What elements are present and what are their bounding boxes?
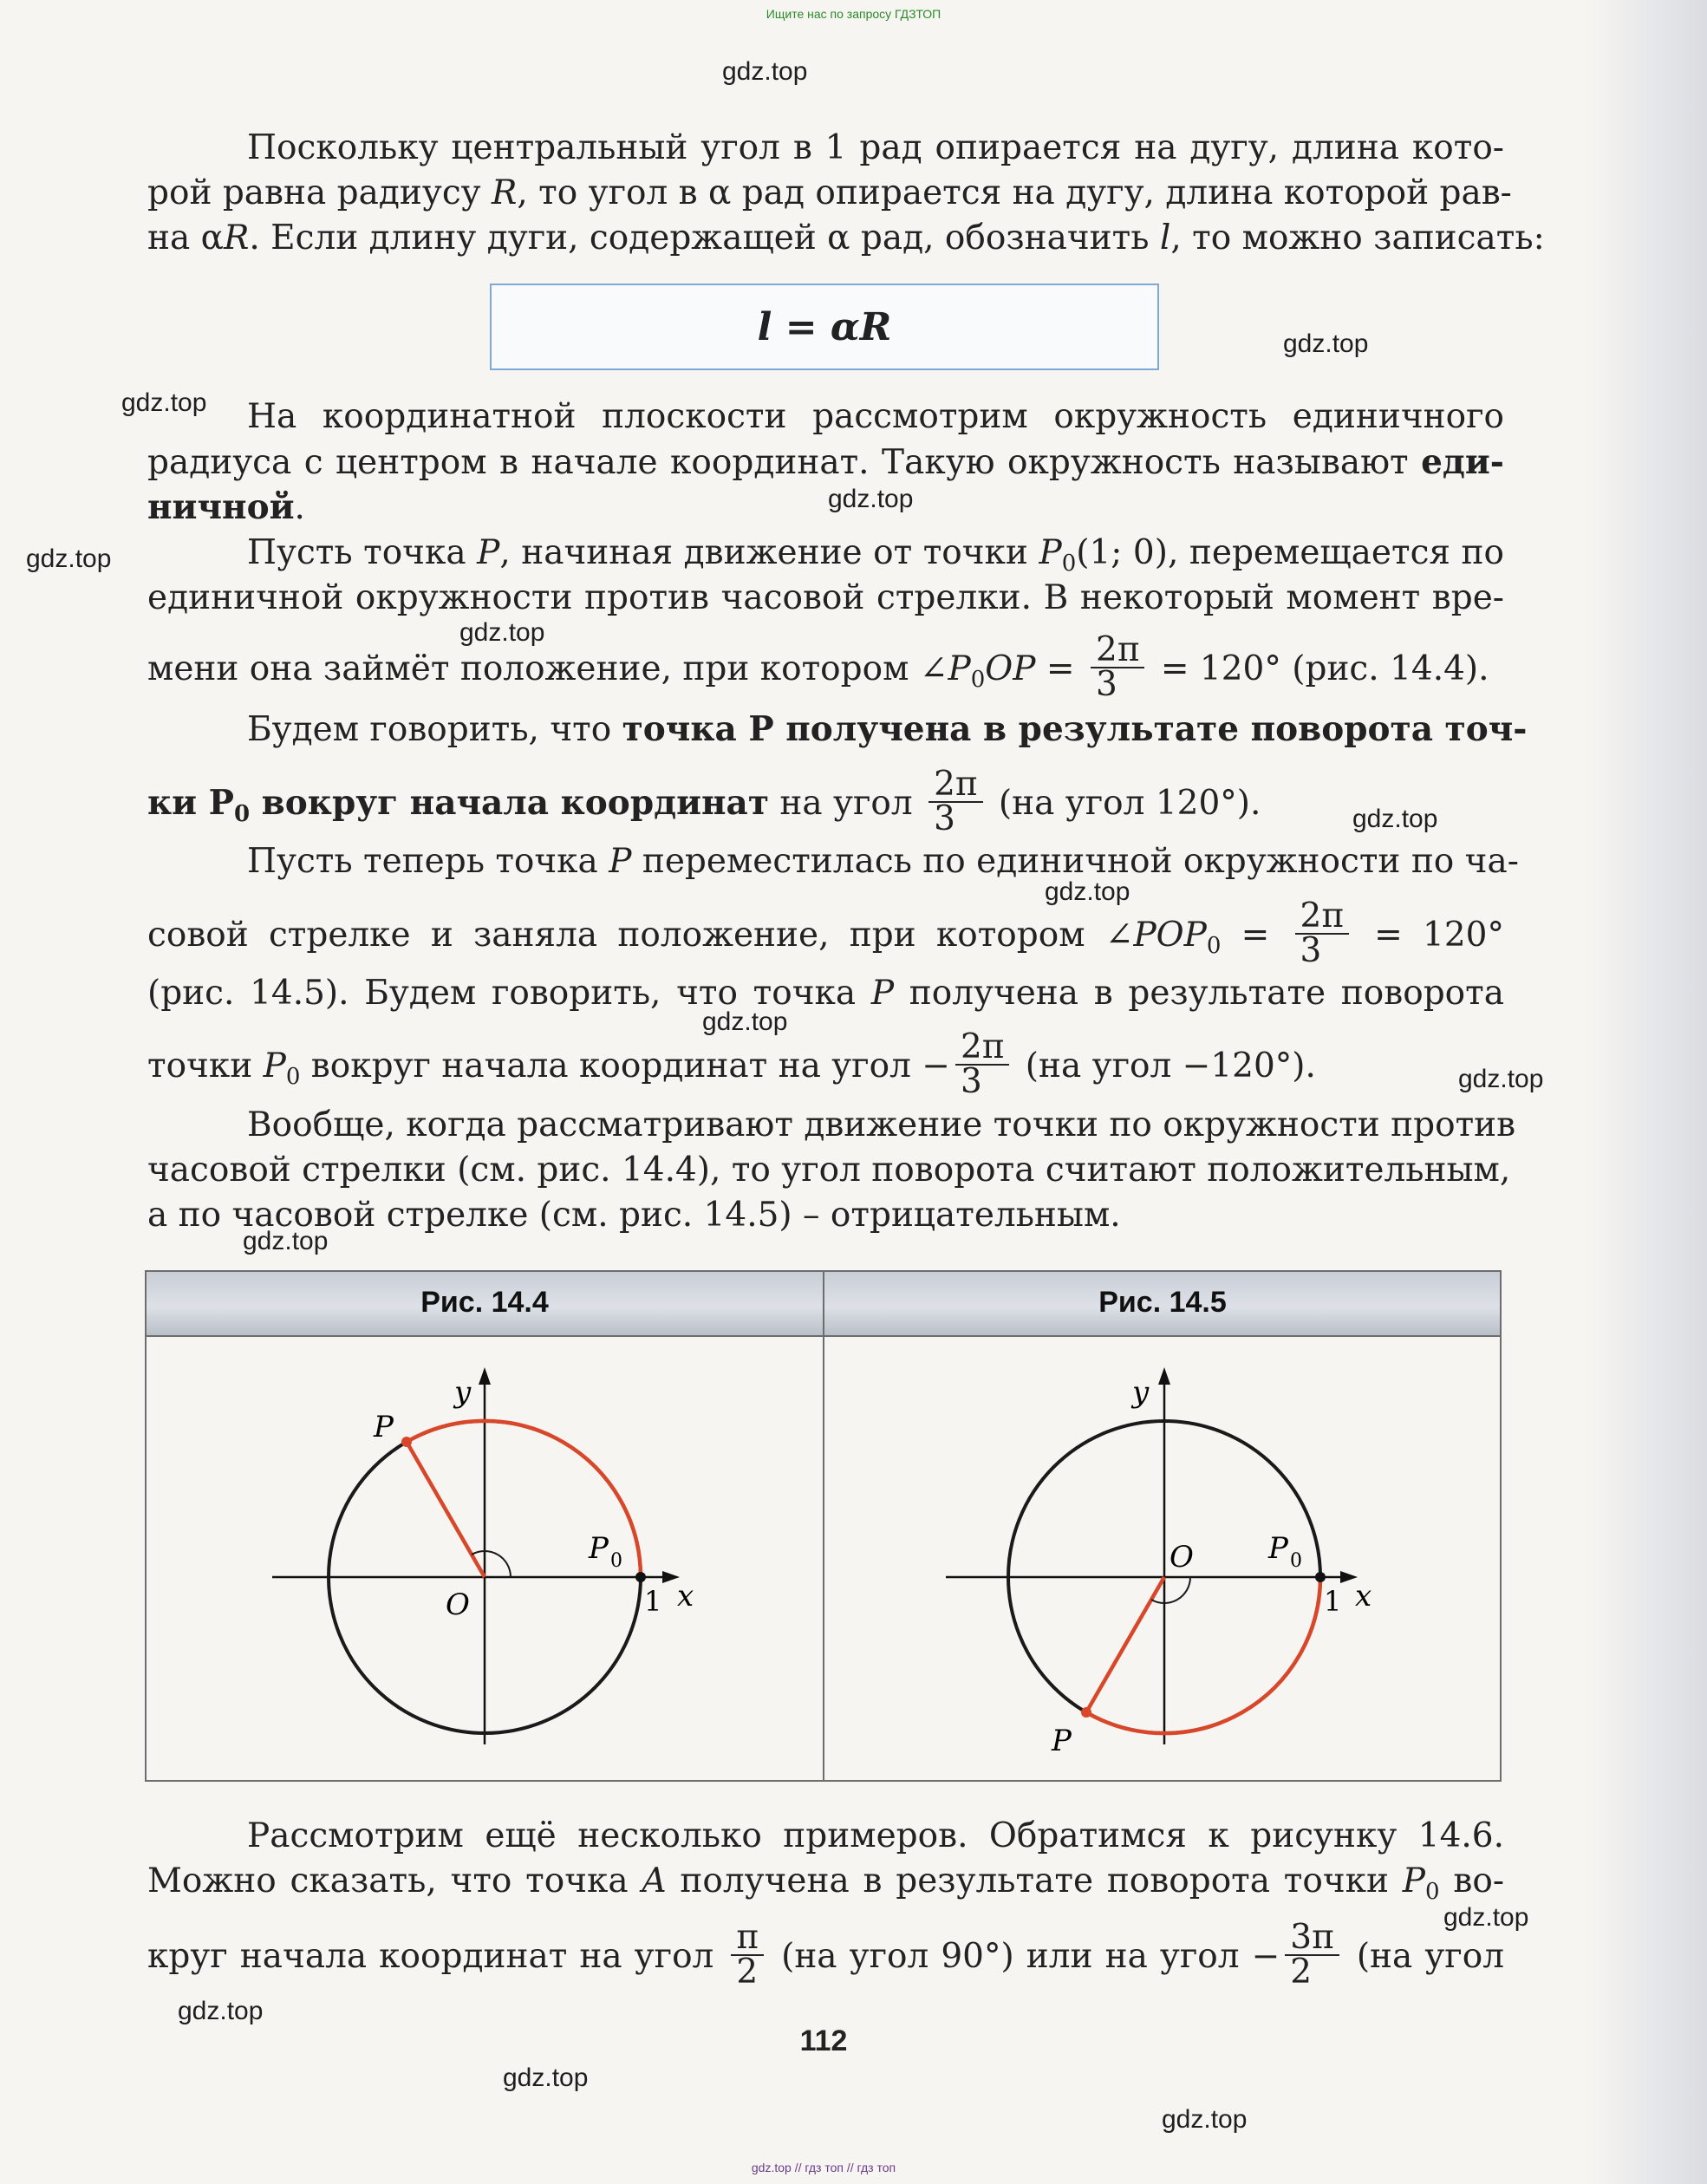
label-y: y	[1132, 1375, 1150, 1410]
watermark: gdz.top	[26, 544, 112, 573]
watermark: gdz.top	[459, 618, 545, 647]
footer-note: gdz.top // гдз топ // гдз топ	[751, 2161, 896, 2174]
watermark: gdz.top	[243, 1227, 329, 1255]
point-P0	[635, 1572, 646, 1582]
label-O: O	[1169, 1540, 1194, 1574]
label-P: P	[1052, 1724, 1072, 1758]
label-1: 1	[644, 1585, 662, 1618]
text-line: Поскольку центральный угол в 1 рад опирается на дугу, длина кото-	[247, 128, 1504, 167]
watermark: gdz.top	[121, 388, 207, 417]
text-line: Пусть теперь точка P переместилась по единичной окружности по ча-	[247, 842, 1519, 881]
text-line: Рассмотрим ещё несколько примеров. Обратимся к рисунку 14.6.	[247, 1816, 1504, 1855]
figure-title-14-4: Рис. 14.4	[420, 1286, 549, 1319]
header-note: Ищите нас по запросу ГДЗТОП	[766, 7, 941, 21]
watermark: gdz.top	[702, 1007, 788, 1036]
text-line: (рис. 14.5). Будем говорить, что точка P получена в результате поворота	[147, 974, 1504, 1013]
text-line: единичной окружности против часовой стрелки. В некоторый момент вре-	[147, 578, 1504, 617]
point-P	[401, 1437, 412, 1447]
label-1: 1	[1324, 1585, 1342, 1618]
watermark: gdz.top	[1352, 805, 1438, 833]
label-x: x	[677, 1579, 694, 1614]
point-P0	[1315, 1572, 1326, 1582]
text-line: на αR. Если длину дуги, содержащей α рад, обозначить l, то можно записать:	[147, 218, 1545, 258]
y-axis-arrow	[479, 1367, 491, 1385]
text-line: мени она займёт положение, при котором $\angle P_0OP$ = $\frac{2\pi}{3}$ = 120° (рис. 14.4).	[147, 630, 1489, 704]
formula-box	[490, 284, 1159, 370]
label-P0: P	[589, 1531, 609, 1566]
fraction: $\frac{2\pi}{3}$	[955, 1031, 1009, 1099]
figure-title-14-5: Рис. 14.5	[1098, 1286, 1227, 1319]
label-P: P	[374, 1410, 394, 1444]
watermark: gdz.top	[828, 485, 914, 513]
figures-table	[145, 1270, 1502, 1782]
y-axis-arrow	[1158, 1367, 1170, 1385]
page-number: 112	[799, 2024, 848, 2057]
fraction: $\frac{2\pi}{3}$	[928, 768, 982, 836]
text-line: На координатной плоскости рассмотрим окружность единичного	[247, 397, 1504, 436]
fraction: $\frac{3\pi}{2}$	[1285, 1921, 1339, 1989]
text-line: радиуса с центром в начале координат. Такую окружность называют еди-	[147, 442, 1504, 482]
text-line: ки $P_0$ вокруг начала координат на угол $\frac{2\pi}{3}$ (на угол 120°).	[147, 765, 1261, 838]
text-line: Будем говорить, что точка P получена в результате поворота точ-	[247, 709, 1528, 749]
watermark: gdz.top	[1443, 1903, 1529, 1932]
text-line: точки $P_0$ вокруг начала координат на угол − $\frac{2\pi}{3}$ (на угол −120°).	[147, 1027, 1316, 1101]
text-line: Вообще, когда рассматривают движение точки по окружности против	[247, 1105, 1516, 1144]
watermark: gdz.top	[503, 2063, 589, 2092]
figure-14-4	[147, 1337, 823, 1782]
text-line: ничной.	[147, 487, 305, 527]
watermark: gdz.top	[1283, 329, 1369, 358]
watermark: gdz.top	[722, 57, 808, 86]
radius-OP	[407, 1442, 485, 1577]
text-line: рой равна радиусу R, то угол в α рад опирается на дугу, длина которой рав-	[147, 173, 1512, 212]
label-x: x	[1355, 1579, 1372, 1614]
page-edge-shadow	[1586, 0, 1707, 2184]
figure-14-5	[824, 1337, 1501, 1782]
watermark: gdz.top	[1458, 1065, 1544, 1093]
watermark: gdz.top	[1045, 877, 1130, 906]
watermark: gdz.top	[178, 1997, 264, 2025]
label-y: y	[454, 1375, 472, 1410]
fraction: $\frac{2\pi}{3}$	[1295, 900, 1349, 968]
text-line: Можно сказать, что точка A получена в результате поворота точки $P_0$ во-	[147, 1861, 1505, 1905]
text-line: совой стрелке и заняла положение, при котором $\angle POP_0$ = $\frac{2\pi}{3}$ = 120°	[147, 896, 1504, 970]
label-P0-sub: 0	[1290, 1550, 1302, 1572]
fraction: $\frac{2\pi}{3}$	[1091, 634, 1144, 701]
formula: l = αR	[757, 304, 892, 349]
text-line: а по часовой стрелке (см. рис. 14.5) – отрицательным.	[147, 1196, 1121, 1235]
text-line: Пусть точка P, начиная движение от точки $P_0(1$; 0), перемещается по	[247, 533, 1505, 577]
label-P0: P	[1268, 1531, 1288, 1566]
label-O: O	[446, 1587, 470, 1622]
text-line: круг начала координат на угол $\frac{\pi}{2}$ (на угол 90°) или на угол − $\frac{3\pi}{2}$ (на угол	[147, 1918, 1504, 1992]
label-P0-sub: 0	[610, 1550, 622, 1572]
point-P	[1081, 1707, 1091, 1718]
watermark: gdz.top	[1162, 2105, 1248, 2134]
text-line: часовой стрелки (см. рис. 14.4), то угол поворота считают положительным,	[147, 1151, 1511, 1190]
radius-OP	[1086, 1577, 1164, 1712]
fraction: $\frac{\pi}{2}$	[731, 1921, 764, 1989]
